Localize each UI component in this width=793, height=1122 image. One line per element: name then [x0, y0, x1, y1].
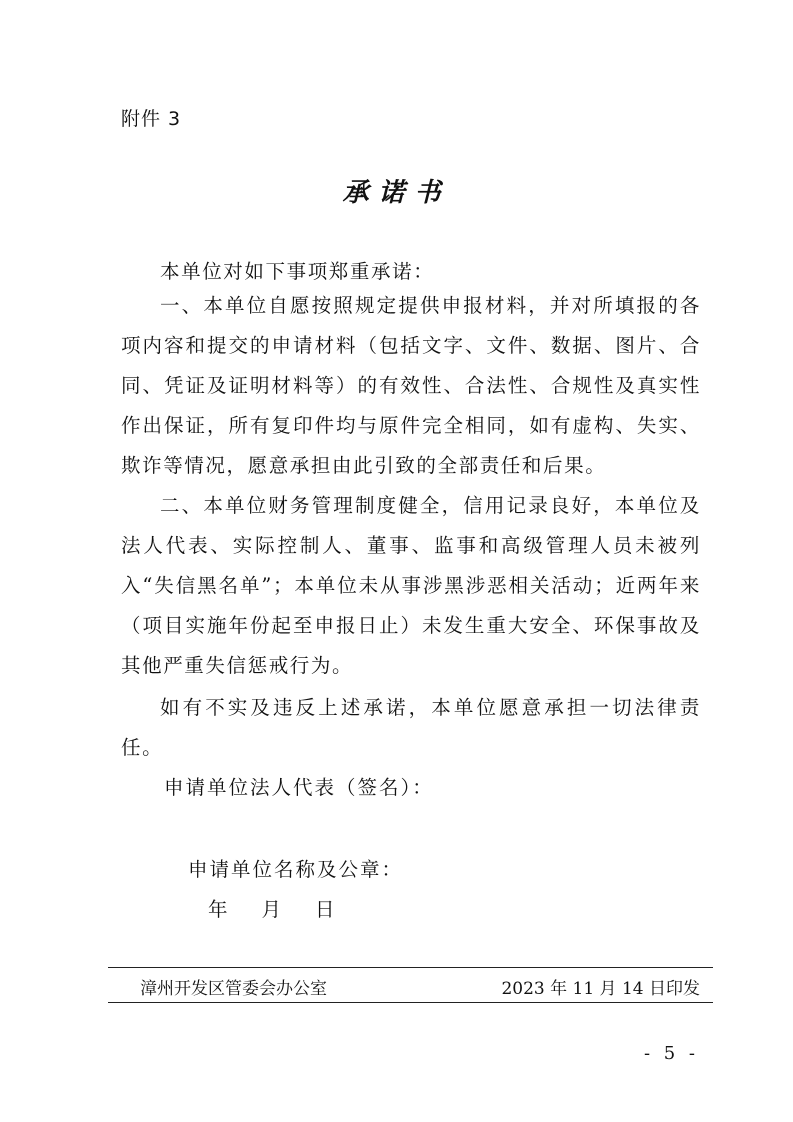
date-month-label: 月 [261, 898, 282, 921]
issue-date: 2023 年 11 月 14 日印发 [501, 979, 700, 999]
intro-paragraph: 本单位对如下事项郑重承诺： [160, 260, 435, 283]
footer-top-rule [108, 967, 713, 968]
page-number: - 5 - [643, 1043, 699, 1064]
issuer-name: 漳州开发区管委会办公室 [140, 979, 327, 999]
commitment-paragraph-1: 一、本单位自愿按照规定提供申报材料，并对所填报的各项内容和提交的申请材料（包括文字、文件、数据、图片、合同、凭证及证明材料等）的有效性、合法性、合规性及真实性作出保证，所有复印件均与原件完全相同，如有虚构、失实、欺诈等情况，愿意承担由此引致的全部责任和后果。 [121, 294, 701, 477]
date-day-label: 日 [315, 898, 335, 921]
unit-name-seal-line: 申请单位名称及公章： [188, 858, 404, 881]
date-year-label: 年 [208, 898, 228, 921]
commitment-paragraph-2: 二、本单位财务管理制度健全，信用记录良好，本单位及法人代表、实际控制人、董事、监事和高级管理人员未被列入“失信黑名单”；本单位未从事涉黑涉恶相关活动；近两年来（项目实施年份起至申报日止）未发生重大安全、环保事故及其他严重失信惩戒行为。 [121, 494, 701, 677]
date-line [208, 894, 335, 922]
attachment-label: 附件 3 [121, 108, 182, 130]
footer-bottom-rule [108, 1002, 713, 1003]
closing-paragraph: 如有不实及违反上述承诺，本单位愿意承担一切法律责任。 [121, 696, 701, 759]
document-title: 承诺书 [342, 178, 451, 208]
legal-representative-signature-line: 申请单位法人代表（签名）： [164, 776, 434, 799]
